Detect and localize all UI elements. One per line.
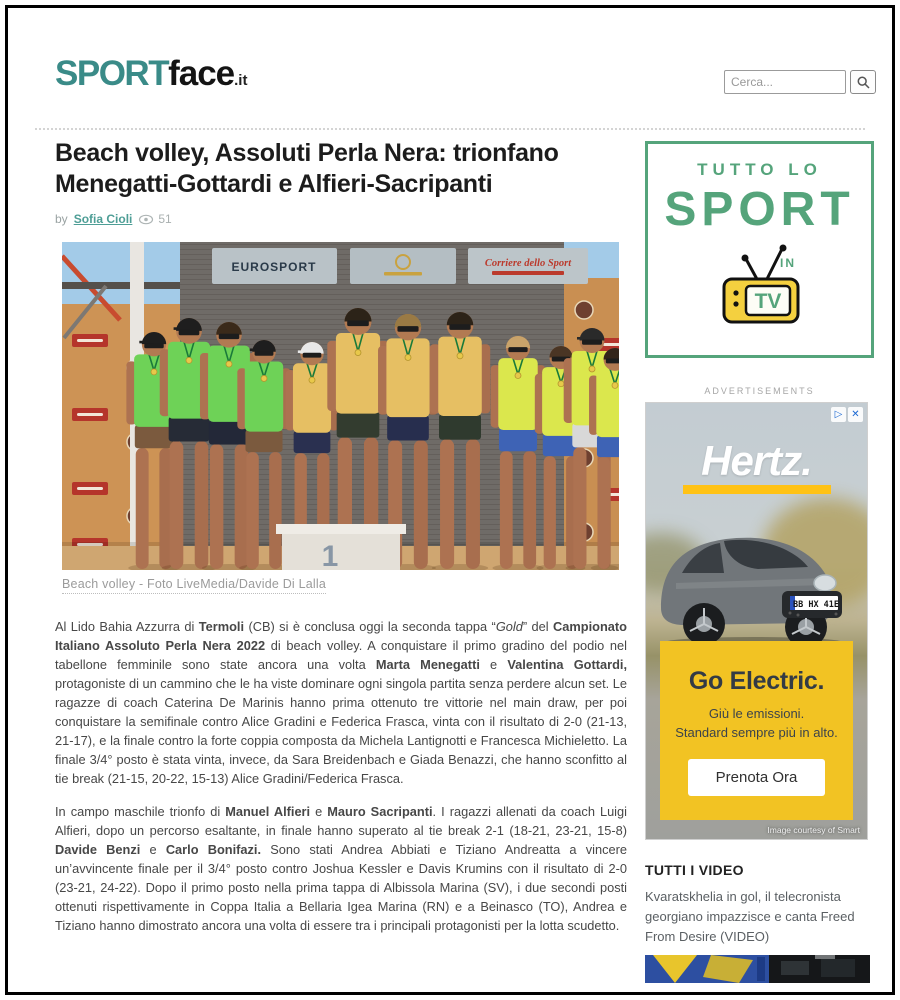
videos-heading: TUTTI I VIDEO bbox=[645, 862, 744, 878]
logo-it: .it bbox=[234, 72, 248, 89]
car-illustration bbox=[646, 483, 867, 656]
site-header bbox=[55, 56, 878, 118]
article-photo bbox=[62, 242, 619, 570]
site-logo[interactable] bbox=[55, 56, 247, 91]
page-frame bbox=[5, 5, 895, 995]
header-divider bbox=[35, 128, 865, 130]
tv-box-line3: IN bbox=[780, 256, 796, 270]
article bbox=[55, 138, 627, 949]
views bbox=[138, 212, 171, 226]
sidebar bbox=[645, 141, 874, 983]
page-title: Beach volley, Assoluti Perla Nera: trionfano Menegatti-Gottardi e Alfieri-Sacripanti bbox=[55, 139, 559, 198]
paragraph-2: In campo maschile trionfo di Manuel Alfieri e Mauro Sacripanti. I ragazzi allenati da coach Luigi Alfieri, dopo un percorso esaltante, in finale hanno superato al tie break 2-1 (18-21, 23-21, 15-8) Davide Benzi e Carlo Bonifazi. Sono stati Andrea Abbiati e Tiziano Andreatta a vincere un’avvincente finale per il 3/4° posto contro Joshua Kessler e Davis Krumins con il risultato di 2-0 (23-21, 24-22). Dopo il primo posto nella prima tappa di Albissola Marina (SV), i due secondi posti ottenuti rispettivamente in Coppa Italia a Bellaria Igea Marina (RN) e a Beinasco (TO), Andrea e Tiziano hanno dimostrato ancora una volta di essere tra i principali protagonisti per la lotta scudetto. bbox=[55, 804, 627, 933]
article-body bbox=[55, 617, 627, 935]
paragraph-1: Al Lido Bahia Azzurra di Termoli (CB) si è conclusa oggi la seconda tappa “Gold” del Campionato Italiano Assoluto Perla Nera 2022 di beach volley. A conquistare il primo gradino del podio nel tabellone femminile sono state ancora una volta Marta Menegatti e Valentina Gottardi, protagoniste di un cammino che le ha viste dominare ogni singola partita senza perdere alcun set. Le ragazze di coach Caterina De Marinis hanno prima ottenuto tre vittorie nel main draw, per poi conquistare la semifinale contro Alice Gradini e Federica Frasca, vinta con il risultato di 2-0 (21-13, 21-17), e la finale contro la forte coppia composta da Michela Lantignotti e Francesca Michieletto. La finale 3/4° posto è stata vinta, invece, da Sara Breidenbach e Giada Benazzi, che hanno sconfitto al tie break (21-15, 20-22, 15-13) Alice Gradini/Federica Frasca. bbox=[55, 619, 628, 786]
author-link[interactable]: Sofia Cioli bbox=[73, 212, 133, 226]
podium-number: 1 bbox=[321, 540, 339, 570]
logo-face: face bbox=[168, 54, 235, 93]
banner-eurosport: EUROSPORT bbox=[231, 260, 317, 274]
article-photo-illustration bbox=[62, 242, 619, 570]
hertz-ad[interactable] bbox=[645, 402, 868, 840]
sport-in-tv-banner[interactable] bbox=[645, 141, 874, 358]
byline-by: by bbox=[55, 212, 68, 226]
banner-corriere: Corriere dello Sport bbox=[484, 258, 572, 269]
video-thumbnail[interactable] bbox=[645, 955, 870, 983]
ad-cta-button[interactable]: Prenota Ora bbox=[688, 759, 826, 796]
tv-box-line1: TUTTO LO bbox=[697, 160, 822, 179]
ad-image-credit: Image courtesy of Smart bbox=[767, 825, 860, 835]
adchoices-icon[interactable]: ▷ bbox=[831, 407, 846, 422]
hertz-logo: Hertz. bbox=[701, 437, 812, 484]
ad-subtext: Giù le emissioni. Standard sempre più in alto. bbox=[675, 706, 838, 740]
videos-section bbox=[645, 862, 874, 983]
byline bbox=[55, 212, 627, 226]
tv-icon-label: TV bbox=[754, 290, 781, 313]
search-bar bbox=[724, 70, 876, 94]
eye-icon bbox=[138, 214, 154, 225]
search-button[interactable] bbox=[850, 70, 876, 94]
search-input[interactable] bbox=[724, 70, 846, 94]
advertisements-label: ADVERTISEMENTS bbox=[704, 386, 815, 396]
ad-yellow-panel bbox=[660, 641, 853, 820]
logo-sport: SPORT bbox=[55, 54, 169, 93]
photo-caption: Beach volley - Foto LiveMedia/Davide Di Lalla bbox=[62, 577, 627, 591]
search-icon bbox=[857, 76, 870, 89]
hertz-logo-underline bbox=[683, 485, 831, 494]
tv-icon bbox=[648, 241, 871, 330]
tv-box-line2: SPORT bbox=[664, 183, 855, 236]
podium bbox=[276, 524, 406, 570]
views-count: 51 bbox=[158, 212, 172, 226]
ad-close-icon[interactable]: ✕ bbox=[848, 407, 863, 422]
license-plate: BB HX 41E bbox=[792, 600, 840, 610]
ad-headline: Go Electric. bbox=[688, 667, 825, 695]
video-item-title[interactable]: Kvaratskhelia in gol, il telecronista georgiano impazzisce e canta Freed From Desire (VIDEO) bbox=[645, 889, 855, 945]
